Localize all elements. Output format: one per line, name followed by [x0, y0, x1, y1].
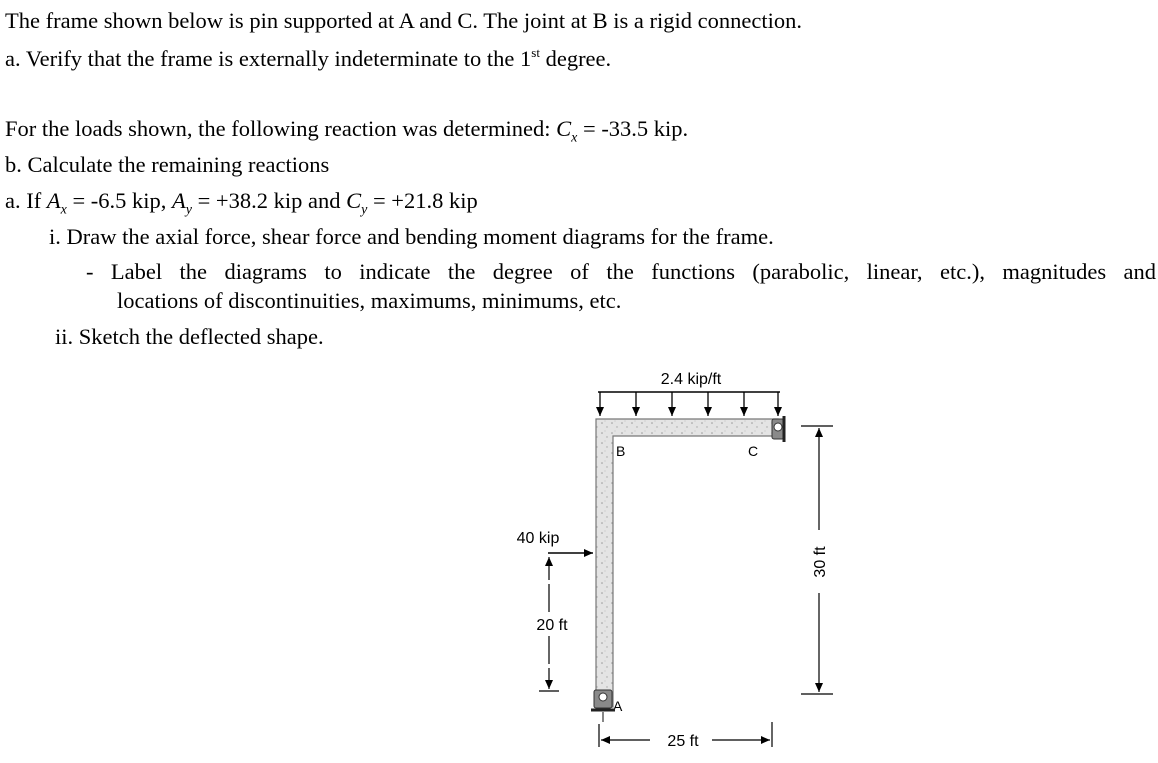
item-i-note-2: locations of discontinuities, maximums, minimums, etc. [117, 288, 622, 313]
cy-subscript: y [361, 202, 368, 218]
span-label: 25 ft [667, 733, 699, 750]
joint-b-label: B [616, 443, 626, 459]
cx-value: = -33.5 kip. [577, 116, 689, 141]
ax-subscript: x [60, 202, 67, 218]
part-b-question: b. Calculate the remaining reactions [5, 152, 330, 177]
cx-variable: C [556, 116, 572, 141]
item-i: i. Draw the axial force, shear force and bending moment diagrams for the frame. [49, 224, 774, 249]
part-a-text: a. Verify that the frame is externally indeterminate to the 1 [5, 46, 532, 71]
distributed-load [598, 392, 780, 416]
loads-prefix: For the loads shown, the following reaction was determined: [5, 116, 557, 141]
pin-support-a [591, 690, 615, 722]
height-label: 30 ft [812, 546, 829, 578]
if-prefix: a. If [5, 188, 47, 213]
distributed-load-label: 2.4 kip/ft [660, 371, 722, 388]
cy-value: = +21.8 kip [367, 188, 478, 213]
joint-a-label: A [613, 698, 623, 714]
problem-intro: The frame shown below is pin supported at A and C. The joint at B is a rigid connection. [5, 8, 802, 33]
ax-variable: A [46, 188, 61, 213]
ay-subscript: y [185, 202, 192, 218]
item-ii: ii. Sketch the deflected shape. [55, 324, 324, 349]
pin-support-c [772, 416, 784, 442]
cx-subscript: x [571, 130, 578, 146]
part-a-text-end: degree. [539, 46, 612, 71]
joint-c-label: C [748, 443, 759, 459]
part-a-superscript: st [531, 45, 540, 60]
item-i-note-1: - Label the diagrams to indicate the degree of the functions (parabolic, linear, etc.), magnitudes and [86, 259, 1156, 284]
ay-value: = +38.2 kip and [191, 188, 347, 213]
frame-body [596, 419, 778, 707]
cy-variable: C [346, 188, 362, 213]
point-load-label: 40 kip [516, 530, 560, 547]
load-height-label: 20 ft [536, 617, 568, 634]
ax-value: = -6.5 kip, [66, 188, 173, 213]
ay-variable: A [172, 188, 186, 213]
